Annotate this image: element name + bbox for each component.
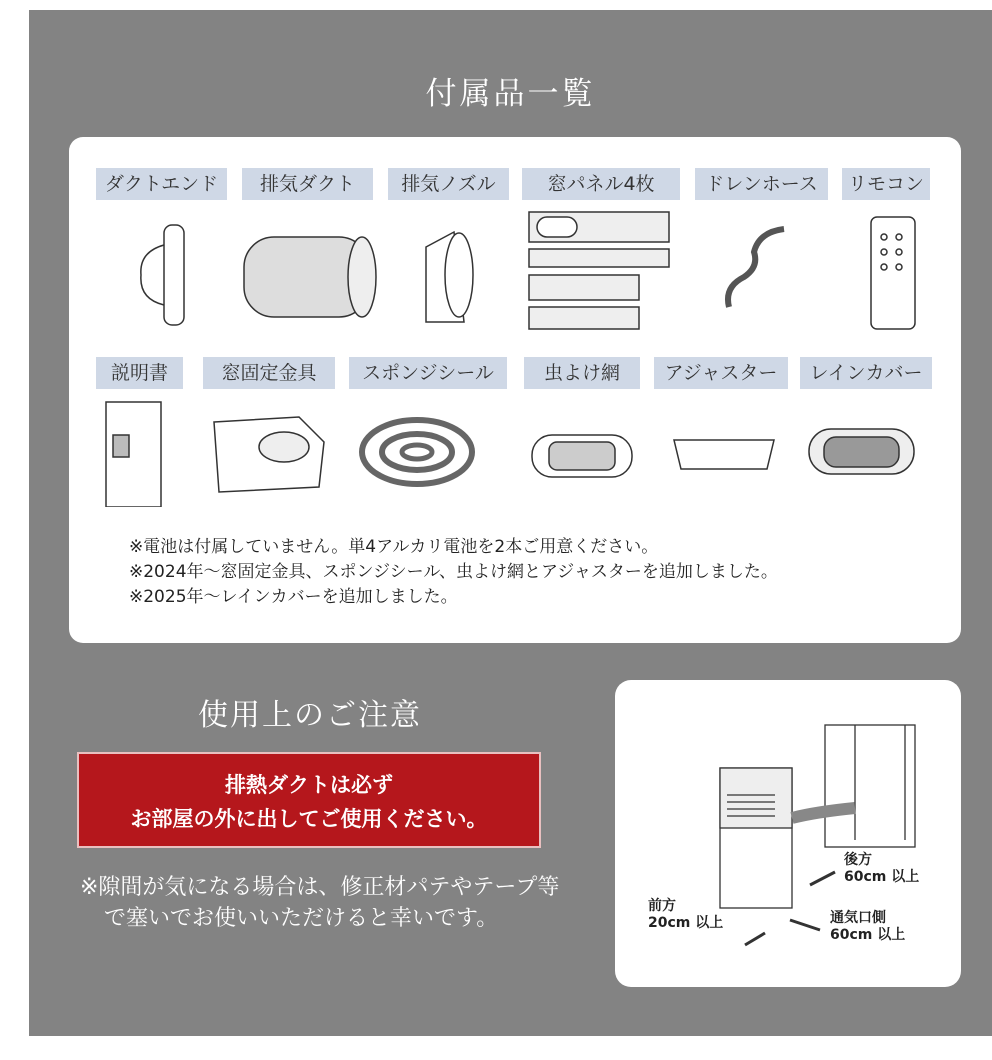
item-label: 窓パネル4枚 (522, 168, 680, 200)
caution-note: ※隙間が気になる場合は、修正材パテやテープ等で塞いでお使いいただけると幸いです。 (80, 875, 560, 931)
vent-distance: 60cm 以上 (830, 927, 906, 943)
remote-image (871, 217, 915, 329)
window-bracket-image (214, 417, 324, 492)
sponge-seal-image (362, 420, 472, 484)
item-label: 説明書 (96, 357, 183, 389)
front-clearance (648, 898, 723, 932)
back-distance: 60cm 以上 (844, 869, 920, 885)
back-clearance (844, 852, 919, 886)
placement-diagram (615, 680, 961, 987)
window-panel-image (529, 212, 669, 329)
air-conditioner-illustration (615, 680, 961, 987)
exhaust-nozzle-image (426, 232, 473, 322)
duct-end-image (141, 225, 184, 325)
insect-net-image (532, 435, 632, 477)
alert-line: 排熱ダクトは必ず (225, 773, 393, 797)
caution-title: 使用上のご注意 (198, 698, 422, 733)
item-label: 排気ダクト (242, 168, 373, 200)
back-label: 後方 (844, 852, 872, 868)
note-line: ※2025年～レインカバーを追加しました。 (129, 587, 458, 607)
front-label: 前方 (648, 898, 676, 914)
accessories-title: 付属品一覧 (425, 76, 596, 112)
item-label: リモコン (842, 168, 930, 200)
note-line: ※2024年～窓固定金具、スポンジシール、虫よけ網とアジャスターを追加しました。 (129, 562, 778, 582)
item-label: 排気ノズル (388, 168, 509, 200)
item-label: ダクトエンド (96, 168, 227, 200)
caution-alert-box (77, 752, 541, 848)
item-label: 虫よけ網 (524, 357, 640, 389)
item-label: 窓固定金具 (203, 357, 335, 389)
rain-cover-image (809, 429, 914, 474)
item-label: アジャスター (654, 357, 788, 389)
alert-line: お部屋の外に出してご使用ください。 (130, 807, 488, 831)
vent-label: 通気口側 (830, 910, 886, 926)
accessory-illustrations (69, 207, 961, 507)
vent-clearance (830, 910, 905, 944)
drain-hose-image (728, 229, 784, 307)
exhaust-duct-image (244, 237, 376, 317)
accessory-notes (129, 535, 778, 610)
note-line: ※電池は付属していません。単4アルカリ電池を2本ご用意ください。 (129, 537, 659, 557)
item-label: スポンジシール (349, 357, 507, 389)
front-distance: 20cm 以上 (648, 915, 724, 931)
manual-image (106, 402, 161, 507)
item-label: レインカバー (800, 357, 932, 389)
accessories-card (69, 137, 961, 643)
adjuster-image (674, 440, 774, 469)
item-label: ドレンホース (695, 168, 828, 200)
